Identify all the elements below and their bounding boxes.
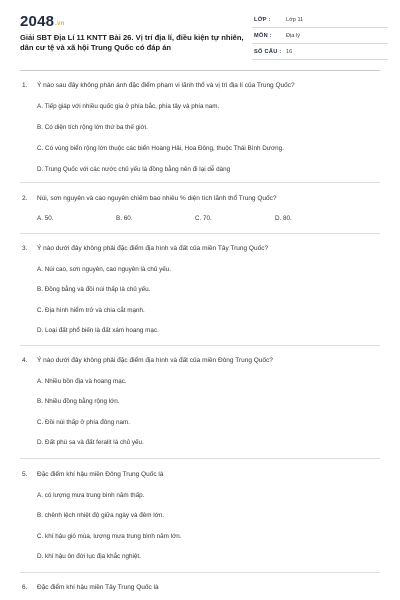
option-d: D. Loại đất phổ biến là đất xám hoang mạc. (37, 327, 159, 334)
meta-key-grade: LỚP : (254, 17, 271, 23)
option-c: C. 70. (195, 215, 212, 222)
option-b: B. chênh lệch nhiệt độ giữa ngày và đêm lớn. (37, 512, 165, 519)
option-a: A. Núi cao, sơn nguyên, cao nguyên là chủ yếu. (37, 266, 171, 273)
meta-value-subject: Địa lý (286, 33, 300, 39)
question-separator (20, 345, 380, 346)
question-number: 3. (22, 245, 28, 252)
question-separator (20, 458, 380, 459)
option-a: A. Nhiều bồn địa và hoang mạc. (37, 378, 127, 385)
question-number: 6. (22, 584, 28, 591)
option-a: A. có lượng mưa trung bình năm thấp. (37, 492, 145, 499)
meta-key-count: SỐ CÂU : (254, 49, 282, 55)
question-separator (20, 182, 380, 183)
question-text: Đặc điểm khí hậu miền Tây Trung Quốc là (37, 584, 159, 591)
document-header (0, 0, 400, 68)
question-separator (20, 572, 380, 573)
option-d: D. Đất phù sa và đất feralit là chủ yếu. (37, 439, 144, 446)
question-text: Núi, sơn nguyên và cao nguyên chiếm bao nhiêu % diện tích lãnh thổ Trung Quốc? (37, 195, 277, 202)
option-b: B. Có diện tích rộng lớn thứ ba thế giới. (37, 124, 148, 131)
option-c: C. Có vùng biển rộng lớn thuộc các biển Hoàng Hải, Hoa Đông, thuộc Thái Bình Dương. (37, 145, 284, 152)
option-c: C. Địa hình hiểm trở và chia cắt mạnh. (37, 307, 145, 314)
question-separator (20, 233, 380, 234)
meta-key-subject: MÔN : (254, 33, 272, 39)
logo-sub-text: .vn (55, 21, 65, 27)
question-number: 5. (22, 471, 28, 478)
option-a: A. 50. (37, 215, 54, 222)
question-number: 1. (22, 82, 28, 89)
question-text: Ý nào dưới đây không phải đặc điểm địa hình và đất của miền Tây Trung Quốc? (37, 245, 269, 252)
option-c: C. khí hậu gió mùa, lượng mưa trung bình năm lớn. (37, 533, 182, 540)
question-text: Đặc điểm khí hậu miền Đông Trung Quốc là (37, 471, 164, 478)
question-text: Ý nào dưới đây không phải đặc điểm địa hình và đất của miền Đông Trung Quốc? (37, 357, 273, 364)
option-d: D. khí hậu ôn đới lục địa khắc nghiệt. (37, 553, 141, 560)
meta-table (252, 12, 388, 60)
meta-row-subject (252, 28, 388, 44)
question-text: Ý nào sau đây không phản ánh đặc điểm phạm vi lãnh thổ và vị trí địa lí của Trung Quốc? (37, 82, 295, 89)
meta-value-count: 16 (286, 49, 293, 55)
option-d: D. 80. (275, 215, 292, 222)
meta-row-grade (252, 12, 388, 28)
option-b: B. 60. (116, 215, 133, 222)
meta-value-grade: Lớp 11 (286, 17, 304, 23)
option-a: A. Tiếp giáp với nhiều quốc gia ở phía bắc, phía tây và phía nam. (37, 103, 220, 110)
meta-row-count (252, 44, 388, 60)
option-b: B. Đồng bằng và đồi núi thấp là chủ yếu. (37, 286, 151, 293)
question-number: 2. (22, 195, 28, 202)
option-c: C. Đồi núi thấp ở phía đông nam. (37, 419, 131, 426)
option-d: D. Trung Quốc với các nước chủ yếu là đồng bằng nên đi lại dễ dàng (37, 166, 231, 173)
question-number: 4. (22, 357, 28, 364)
site-logo[interactable] (20, 13, 64, 30)
logo-main-text: 2048 (20, 13, 55, 30)
document-title: Giải SBT Địa Lí 11 KNTT Bài 26. Vị trí địa lí, điều kiện tự nhiên, dân cư tệ và xã hội Trung Quốc có đáp án (20, 33, 244, 52)
header-divider (20, 70, 380, 71)
option-b: B. Nhiều đồng bằng rộng lớn. (37, 398, 120, 405)
